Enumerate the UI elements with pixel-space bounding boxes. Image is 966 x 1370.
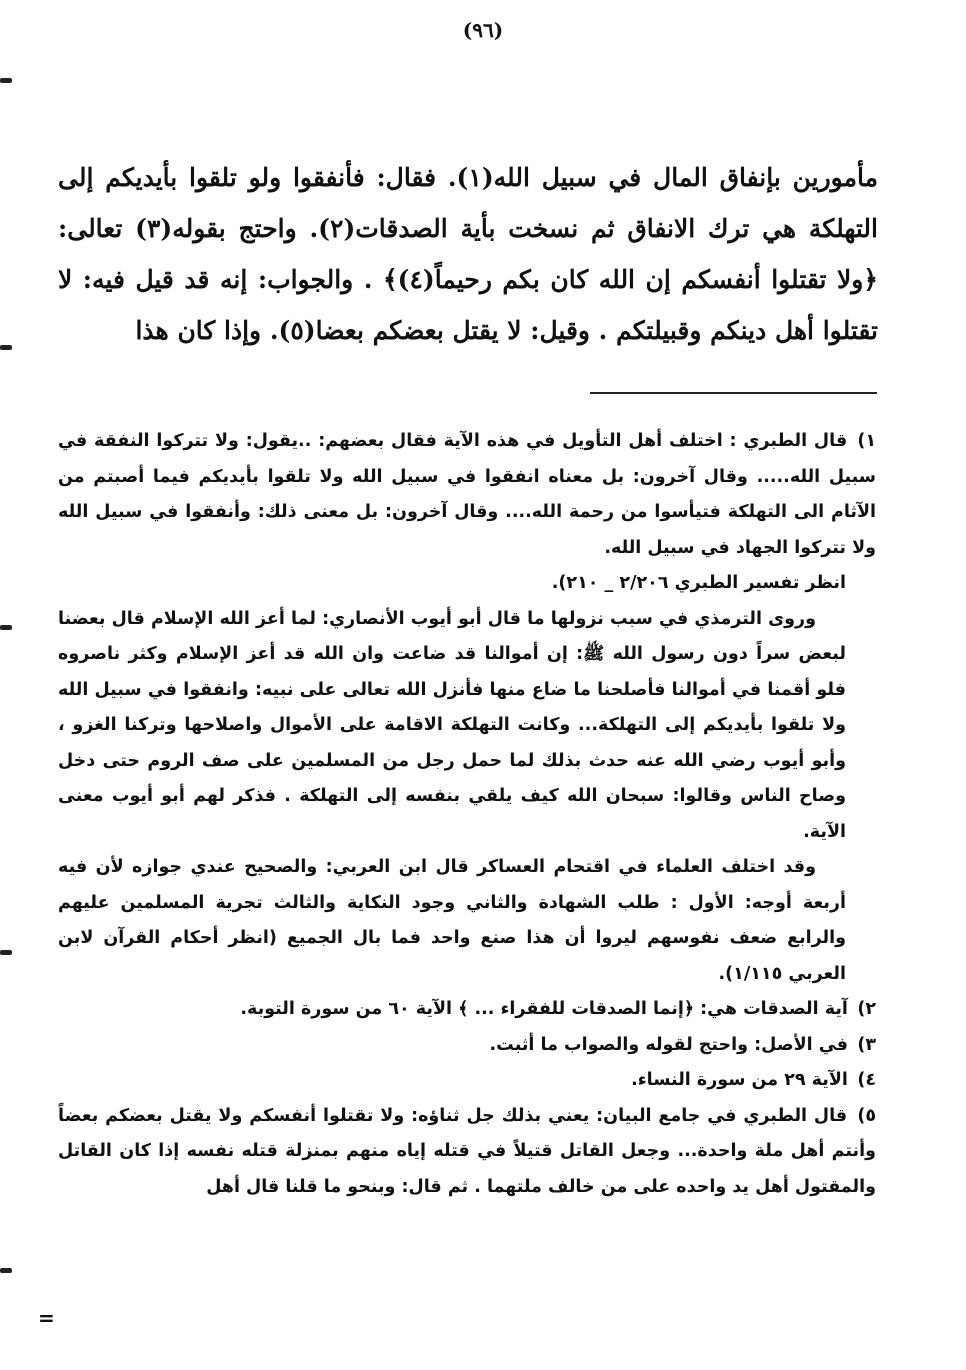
margin-mark — [0, 78, 12, 83]
footnote-number: ٣) — [857, 1034, 876, 1055]
footnote-text: آية الصدقات هي: ﴿إنما الصدقات للفقراء ... ﴾ الآية ٦٠ من سورة التوبة. — [240, 999, 848, 1019]
footnotes — [58, 424, 876, 1205]
footnote-separator — [590, 392, 877, 394]
footnote-text: قال الطبري : اختلف أهل التأويل في هذه الآية فقال بعضهم: ..يقول: ولا تتركوا النفقة في سبيل الله..... وقال آخرون: بل معناه انفقوا في سبيل الله ولا تلقوا بأيديكم فيما أصبتم من الآثام الى التهلكة فتيأسوا من رحمة الله.... وقال آخرون: بل معنى ذلك: وأنفقوا في سبيل الله ولا تتركوا الجهاد في سبيل الله. — [58, 431, 876, 558]
footnote-5 — [58, 1099, 876, 1206]
main-body-text: مأمورين بإنفاق المال في سبيل الله(١). فقال: فأنفقوا ولو تلقوا بأيديكم إلى التهلكة هي ترك الانفاق ثم نسخت بأية الصدقات(٢). واحتج بقوله(٣) تعالى: ﴿ولا تقتلوا أنفسكم إن الله كان بكم رحيماً(٤)﴾ . والجواب: إنه قد قيل فيه: لا تقتلوا أهل دينكم وقبيلتكم . وقيل: لا يقتل بعضكم بعضا(٥). وإذا كان هذا — [58, 163, 878, 345]
footnote-number: ٤) — [857, 1070, 876, 1090]
margin-mark — [0, 345, 12, 350]
footnote-1-paragraph: وروى الترمذي في سبب نزولها ما قال أبو أيوب الأنصاري: لما أعز الله الإسلام قال بعضنا لبعض سراً دون رسول الله ﷺ: إن أموالنا قد ضاعت وان الله قد أعز الإسلام وكثر ناصروه فلو أقمنا في أموالنا فأصلحنا ما ضاع منها فأنزل الله تعالى على نبيه: وانفقوا في سبيل الله ولا تلقوا بأيديكم إلى التهلكة... وكانت التهلكة الاقامة على الأموال واصلاحها وتركنا الغزو ، وأبو أيوب رضي الله عنه حدث بذلك لما حمل رجل من المسلمين على صف الروم حتى دخل وصاح الناس وقالوا: سبحان الله كيف يلقي بنفسه إلى التهلكة . فذكر لهم أبو أيوب معنى الآية. — [58, 608, 846, 842]
footnote-2 — [58, 992, 876, 1028]
footnote-1-paragraph: وقد اختلف العلماء في اقتحام العساكر قال ابن العربي: والصحيح عندي جوازه لأن فيه أربعة أوجه: الأول : طلب الشهادة والثاني وجود النكاية والثالث تجرية المسلمين عليهم والرابع ضعف نفوسهم ليروا أن هذا صنع واحد فما بال الجميع (انظر أحكام القرآن لابن العربي ١/١١٥). — [58, 857, 846, 984]
footnote-text: قال الطبري في جامع البيان: يعني بذلك جل ثناؤه: ولا تقتلوا أنفسكم ولا يقتل بعضكم بعضاً وأنتم أهل ملة واحدة... وجعل القاتل قتيلاً في قتله إياه منهم بمنزلة قتله نفسه إذا كان القاتل والمقتول أهل يد واحده على من خالف ملتهما . ثم قال: وبنحو ما قلنا قال أهل — [58, 1105, 876, 1197]
footnote-text: الآية ٢٩ من سورة النساء. — [631, 1070, 848, 1090]
footnote-number: ٥) — [857, 1105, 876, 1126]
footnote-1 — [58, 424, 876, 566]
footnote-3 — [58, 1028, 876, 1064]
footnote-number: ٢) — [857, 999, 876, 1019]
footnote-1-reference: انظر تفسير الطبري ٢/٢٠٦ _ ٢١٠). — [551, 573, 846, 593]
margin-mark — [0, 1268, 12, 1273]
margin-mark — [0, 950, 12, 955]
footnote-4 — [58, 1063, 876, 1099]
page-number: (٩٦) — [462, 18, 504, 42]
continuation-mark: = — [38, 1306, 55, 1330]
footnote-text: في الأصل: واحتج لقوله والصواب ما أثبت. — [489, 1034, 848, 1055]
footnote-number: ١) — [857, 431, 877, 451]
margin-mark — [0, 625, 12, 630]
